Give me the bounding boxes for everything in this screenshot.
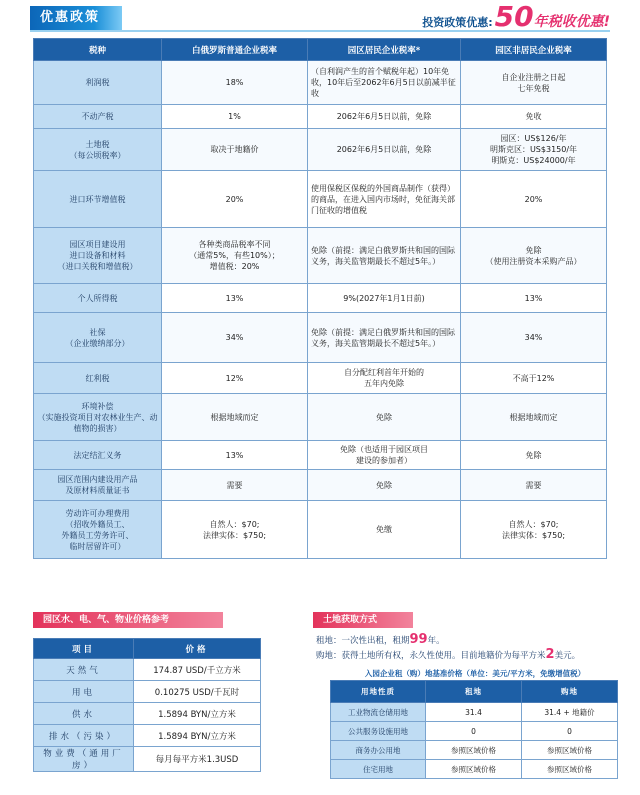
utility-row — [34, 703, 261, 725]
tax-cell: 9%(2027年1月1日前) — [308, 284, 461, 313]
utility-row-label: 供水 — [34, 703, 134, 725]
tax-cell: 自分配红利首年开始的 五年内免除 — [308, 363, 461, 394]
utility-row-label: 排水（污染） — [34, 725, 134, 747]
utility-row — [34, 659, 261, 681]
tax-cell: 13% — [162, 441, 308, 470]
utility-row-label: 用电 — [34, 681, 134, 703]
land-cell: 0 — [522, 722, 618, 741]
land-row — [331, 760, 618, 779]
tax-row-label: 园区范围内建设用产品 及原材料质量证书 — [34, 470, 162, 501]
tax-cell: 20% — [461, 171, 607, 228]
tax-cell: 免缴 — [308, 501, 461, 559]
tax-row-label: 法定结汇义务 — [34, 441, 162, 470]
land-price-table — [330, 680, 618, 779]
tax-cell: 使用保税区保税的外国商品制作（获得）的商品，在进入国内市场时，免征海关部门征收的增值税 — [308, 171, 461, 228]
utility-header-0: 项目 — [34, 639, 134, 659]
utility-cell: 174.87 USD/千立方米 — [134, 659, 261, 681]
utility-row — [34, 681, 261, 703]
tax-cell: 自然人：$70; 法律实体：$750; — [461, 501, 607, 559]
utility-cell: 1.5894 BYN/立方米 — [134, 703, 261, 725]
tax-row — [34, 228, 607, 284]
tax-cell: 园区：US$126/年 明斯克区：US$3150/年 明斯克：US$24000/年 — [461, 129, 607, 171]
tax-row-label: 利润税 — [34, 61, 162, 105]
tax-cell: 13% — [461, 284, 607, 313]
tax-cell: 根据地域而定 — [461, 394, 607, 441]
tax-cell: 免收 — [461, 105, 607, 129]
tax-row-label: 社保 （企业缴纳部分） — [34, 313, 162, 363]
land-cell: 参照区域价格 — [426, 741, 522, 760]
tax-row-label: 进口环节增值税 — [34, 171, 162, 228]
land-header-0: 用地性质 — [331, 681, 426, 703]
tax-row-label: 环境补偿 （实施投资项目对农林业生产、动植物的损害） — [34, 394, 162, 441]
tax-row — [34, 105, 607, 129]
tax-row — [34, 363, 607, 394]
tax-row-label: 不动产税 — [34, 105, 162, 129]
land-row — [331, 741, 618, 760]
land-row-label: 商务办公用地 — [331, 741, 426, 760]
tax-cell: 免除（也适用于园区项目 建设的参加者） — [308, 441, 461, 470]
utility-row — [34, 725, 261, 747]
tax-cell: 需要 — [461, 470, 607, 501]
tax-cell: 2062年6月5日以前，免除 — [308, 129, 461, 171]
promo-number: 50 — [494, 0, 534, 33]
land-row-label: 住宅用地 — [331, 760, 426, 779]
section-tag-preferential-policy: 优惠政策 — [30, 6, 122, 30]
utility-row-label: 物业费（通用厂房） — [34, 747, 134, 772]
tax-row — [34, 441, 607, 470]
utility-cell: 1.5894 BYN/立方米 — [134, 725, 261, 747]
tax-row-label: 劳动许可办理费用 （招收外籍员工、 外籍员工劳务许可、 临时居留许可） — [34, 501, 162, 559]
promo-banner — [422, 0, 610, 33]
land-row-label: 工业物流仓储用地 — [331, 703, 426, 722]
tax-row — [34, 171, 607, 228]
land-acquisition-text — [316, 633, 616, 663]
land-cell: 参照区域价格 — [522, 741, 618, 760]
land-cell: 参照区域价格 — [426, 760, 522, 779]
land-row-label: 公共服务设施用地 — [331, 722, 426, 741]
tax-cell: 免除 （使用注册资本采购产品） — [461, 228, 607, 284]
land-rent-line: 租地：一次性出租，租期99年。 — [316, 632, 445, 647]
tax-header-3: 园区非居民企业税率 — [461, 39, 607, 61]
tax-cell: 免除 — [308, 470, 461, 501]
tax-header-2: 园区居民企业税率* — [308, 39, 461, 61]
utility-header-1: 价格 — [134, 639, 261, 659]
tax-cell: 13% — [162, 284, 308, 313]
land-table-caption: 入园企业租（购）地基准价格（单位：美元/平方米，免缴增值税） — [364, 669, 586, 678]
tax-row-label: 红利税 — [34, 363, 162, 394]
tax-cell: 免除 — [308, 394, 461, 441]
tax-cell: 免除（前提：满足白俄罗斯共和国的国际义务，海关监管期最长不超过5年。） — [308, 313, 461, 363]
utility-row — [34, 747, 261, 772]
tax-row — [34, 129, 607, 171]
tax-row — [34, 284, 607, 313]
tax-row — [34, 61, 607, 105]
utility-cell: 0.10275 USD/千瓦时 — [134, 681, 261, 703]
utility-price-table — [33, 638, 261, 772]
land-cell: 31.4 + 地籍价 — [522, 703, 618, 722]
tax-rate-table — [33, 38, 607, 559]
tax-row-label: 园区项目建设用 进口设备和材料 （进口关税和增值税） — [34, 228, 162, 284]
promo-suffix: 年税收优惠! — [533, 14, 610, 30]
tax-cell: 免除 — [461, 441, 607, 470]
land-cell: 0 — [426, 722, 522, 741]
tax-header-1: 白俄罗斯普通企业税率 — [162, 39, 308, 61]
land-cell: 31.4 — [426, 703, 522, 722]
land-header-2: 购地 — [522, 681, 618, 703]
tax-row-label: 土地税 （每公顷税率） — [34, 129, 162, 171]
tax-cell: 各种类商品税率不同 （通常5%，有些10%）； 增值税：20% — [162, 228, 308, 284]
tax-header-0: 税种 — [34, 39, 162, 61]
tax-cell: 自然人：$70; 法律实体：$750; — [162, 501, 308, 559]
tax-row — [34, 313, 607, 363]
tax-row — [34, 394, 607, 441]
tax-cell: 34% — [461, 313, 607, 363]
promo-prefix: 投资政策优惠: — [422, 16, 493, 29]
utility-section-title: 园区水、电、气、物业价格参考 — [33, 612, 223, 628]
tax-cell: 18% — [162, 61, 308, 105]
tax-cell: 1% — [162, 105, 308, 129]
land-buy-line: 购地：获得土地所有权，永久性使用。目前地籍价为每平方米2美元。 — [316, 647, 581, 662]
tax-cell: 需要 — [162, 470, 308, 501]
tax-cell: 不高于12% — [461, 363, 607, 394]
tax-row-label: 个人所得税 — [34, 284, 162, 313]
tax-cell: 34% — [162, 313, 308, 363]
tax-cell: 12% — [162, 363, 308, 394]
land-header-1: 租地 — [426, 681, 522, 703]
tax-cell: （自利润产生的首个赋税年起）10年免收，10年后至2062年6月5日以前减半征收 — [308, 61, 461, 105]
land-row — [331, 722, 618, 741]
tax-cell: 20% — [162, 171, 308, 228]
tax-cell: 取决于地籍价 — [162, 129, 308, 171]
tax-cell: 自企业注册之日起 七年免税 — [461, 61, 607, 105]
tax-row — [34, 470, 607, 501]
tax-cell: 根据地域而定 — [162, 394, 308, 441]
land-row — [331, 703, 618, 722]
utility-cell: 每月每平方米1.3USD — [134, 747, 261, 772]
land-section-title: 土地获取方式 — [313, 612, 413, 628]
land-cell: 参照区域价格 — [522, 760, 618, 779]
tax-row — [34, 501, 607, 559]
tax-cell: 2062年6月5日以前，免除 — [308, 105, 461, 129]
tax-cell: 免除（前提：满足白俄罗斯共和国的国际义务，海关监管期最长不超过5年。） — [308, 228, 461, 284]
utility-row-label: 天然气 — [34, 659, 134, 681]
